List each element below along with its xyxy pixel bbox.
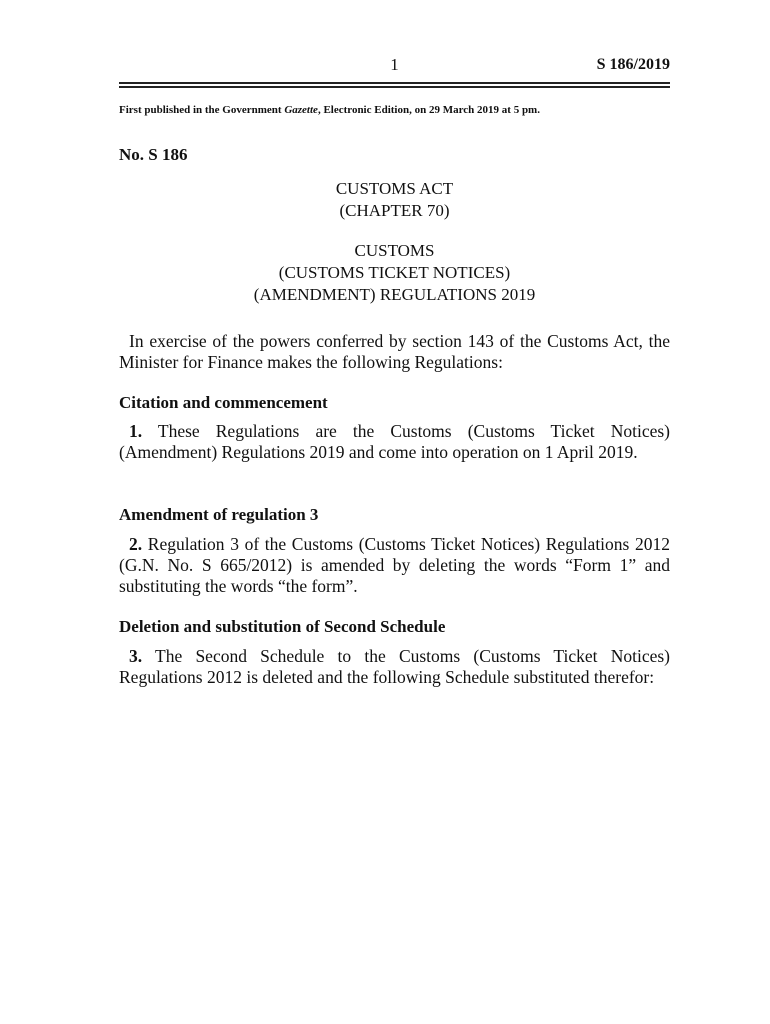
section-number-3: 3.: [129, 646, 143, 666]
preamble: In exercise of the powers conferred by section 143 of the Customs Act, the Minister for Finance makes the following Regulations:: [119, 331, 670, 372]
section-paragraph-2: [119, 534, 670, 597]
section-paragraph-1: [119, 421, 670, 463]
header-rule-bottom: [119, 86, 670, 88]
section-text-2: Regulation 3 of the Customs (Customs Ticket Notices) Regulations 2012 (G.N. No. S 665/2012) is amended by deleting the words “Form 1” and substituting the words “the form”.: [119, 534, 670, 596]
regulation-title-line-3: (AMENDMENT) REGULATIONS 2019: [253, 285, 536, 304]
regulation-title: [119, 240, 670, 306]
section-heading-1: Citation and commencement: [119, 393, 328, 412]
header-rule-top: [119, 82, 670, 84]
page-header: [119, 0, 670, 78]
act-title-line-1: CUSTOMS ACT: [335, 179, 454, 198]
section-text-1: These Regulations are the Customs (Customs Ticket Notices) (Amendment) Regulations 2019 and come into operation on 1 April 2019.: [119, 421, 670, 462]
section-text-3: The Second Schedule to the Customs (Customs Ticket Notices) Regulations 2012 is deleted and the following Schedule substituted therefor:: [119, 646, 671, 687]
act-title: [119, 178, 670, 222]
act-title-line-2: (CHAPTER 70): [339, 201, 450, 220]
gazette-number: No. S 186: [119, 145, 188, 164]
section-heading-2: Amendment of regulation 3: [119, 505, 319, 524]
regulation-title-line-2: (CUSTOMS TICKET NOTICES): [278, 263, 511, 282]
document-page: [119, 0, 671, 687]
document-number: S 186/2019: [596, 56, 670, 73]
section-number-1: 1.: [129, 421, 143, 441]
regulation-title-line-1: CUSTOMS: [354, 241, 435, 260]
publication-gazette: Gazette: [284, 104, 318, 116]
publication-prefix: First published in the Government: [119, 104, 285, 116]
section-number-2: 2.: [129, 534, 143, 554]
page-number: 1: [390, 55, 399, 74]
section-heading-3: Deletion and substitution of Second Schedule: [119, 617, 446, 636]
publication-suffix: , Electronic Edition, on 29 March 2019 at 5 pm.: [317, 104, 540, 116]
section-paragraph-3: [119, 646, 670, 688]
publication-note: [119, 103, 540, 117]
